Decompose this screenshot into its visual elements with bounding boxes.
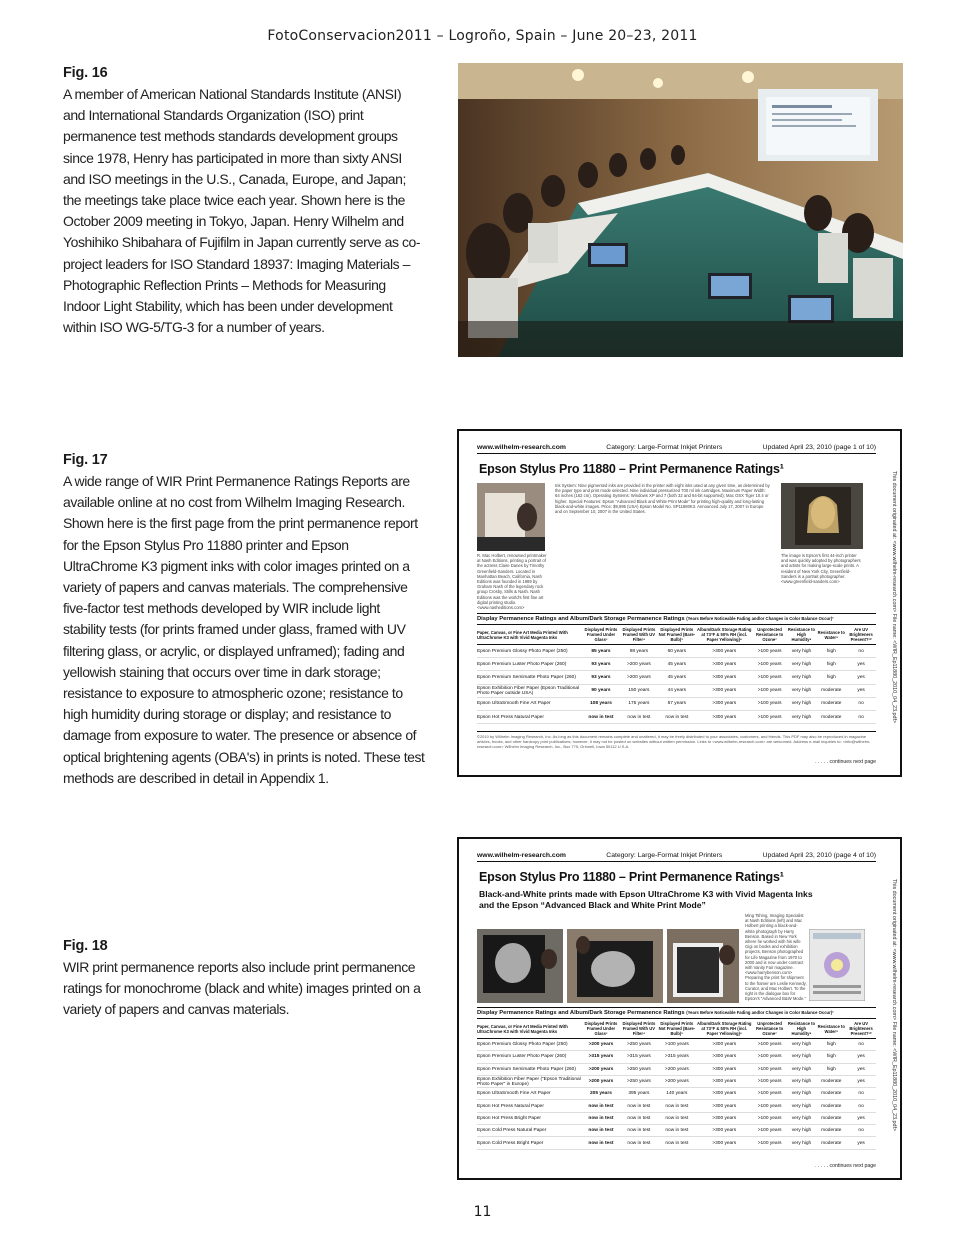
rating-cell: very high [791,1091,812,1097]
table-row [477,1051,876,1063]
rating-cell: high [826,1042,836,1048]
rating-cell: 45 years [667,661,687,667]
rating-cell: >100 years [757,1103,782,1109]
table-row [477,1064,876,1076]
rating-cell: yes [857,688,865,694]
rating-cell: >200 years [664,1079,689,1085]
paper-name-cell: Epson Exhibition Fiber Paper (Epson Traditional Photo Paper outside USA) [477,685,580,696]
rating-cell: very high [791,648,812,654]
rating-cell: moderate [821,688,842,694]
table-header-cell: Are UV Brighteners Present?¹⁰ [849,627,873,642]
rating-cell: >315 years [664,1054,689,1060]
paper-name-cell: Epson Hot Press Natural Paper [477,1103,544,1109]
rating-cell: now in test [665,1115,689,1121]
rating-cell: >250 years [626,1042,651,1048]
rating-cell: now in test [588,714,614,720]
rating-cell: 205 years [590,1091,612,1097]
rating-cell: moderate [821,714,842,720]
rating-cell: now in test [588,1140,614,1146]
running-head: FotoConservacion2011 – Logroño, Spain – June 20–23, 2011 [267,28,698,44]
rating-cell: now in test [665,1103,689,1109]
rating-cell: 44 years [667,688,687,694]
rating-cell: very high [791,714,812,720]
rating-cell: >300 years [712,1103,737,1109]
rating-cell: >200 years [588,1079,614,1085]
rating-cell: very high [791,701,812,707]
rating-cell: very high [791,1066,812,1072]
table-row [477,1088,876,1100]
paper-name-cell: Epson Premium Semimatte Photo Paper (260) [477,674,576,680]
paper-name-cell: Epson Premium Luster Photo Paper (260) [477,1054,567,1060]
paper-name-cell: Epson Premium Glossy Photo Paper (250) [477,648,568,654]
table-row [477,1113,876,1125]
table-row [477,711,876,724]
table-row [477,1100,876,1112]
fig17-caption-block [63,452,425,789]
table-row [477,698,876,711]
rating-cell: high [826,1054,836,1060]
rating-cell: moderate [821,1115,842,1121]
rating-cell: >300 years [712,1079,737,1085]
paper-name-cell: Epson Exhibition Fiber Paper (“Epson Traditional Photo Paper” in Europe) [477,1076,581,1087]
rating-cell: 395 years [628,1091,650,1097]
paper-name-cell: Epson UltraSmooth Fine Art Paper [477,701,551,707]
table-row [477,1039,876,1051]
table-header-cell: Paper, Canvas, or Fine Art Media Printed With UltraChrome K3 with Vivid Magenta Inks [477,629,568,640]
rating-cell: >100 years [757,714,782,720]
table-header-cell: Displayed Prints Framed With UV Filter⁴ [622,627,656,642]
rating-cell: very high [791,1128,812,1134]
rating-cell: now in test [627,714,651,720]
rating-cell: 60 years [667,648,687,654]
paper-name-cell: Epson Hot Press Natural Paper [477,714,544,720]
report2-bw-print-photo-2 [567,929,663,1003]
rating-cell: very high [791,1140,812,1146]
table-row [477,645,876,658]
paper-name-cell: Epson Premium Glossy Photo Paper (250) [477,1042,568,1048]
rating-cell: very high [791,1103,812,1109]
table-header-cell: Resistance to Water⁹ [817,629,845,640]
rating-cell: now in test [627,1140,651,1146]
report2-dialog-screenshot [809,929,865,1001]
rating-cell: very high [791,674,812,680]
report2-bw-print-photo-1 [477,929,563,1003]
rating-cell: very high [791,1042,812,1048]
report1-printer-photo [477,483,545,551]
rating-cell: no [858,1042,864,1048]
table-header-cell: Resistance to Water⁹ [817,1023,845,1034]
rating-cell: yes [857,674,865,680]
rating-cell: 98 years [629,648,649,654]
rating-cell: >100 years [757,1042,782,1048]
rating-cell: >100 years [757,1115,782,1121]
rating-cell: 57 years [667,701,687,707]
rating-cell: no [858,714,864,720]
page-number: 11 [473,1204,492,1220]
rating-cell: very high [791,1115,812,1121]
rating-cell: >200 years [588,1042,614,1048]
report-page-1 [457,429,902,777]
report2-table-title-main: Display Permanence Ratings and Album/Dark Storage Permanence Ratings [477,1010,685,1016]
rating-cell: no [858,701,864,707]
report1-table-title-main: Display Permanence Ratings and Album/Dark Storage Permanence Ratings [477,616,685,622]
report2-category: Category: Large-Format Inkjet Printers [606,852,723,859]
report2-table-title [477,1008,876,1019]
report1-copyright-footer: ©2010 by Wilhelm Imaging Research, Inc. As long as this document remains complete and unaltered, it may be freely distributed to your associates, customers, and friends. This PDF may also be reproduced in magazine articles, books, and other hardcopy print publications; however, it may not be posted on websites without written permission. Links to <www.wilhelm-research.com> are welcomed. Address e-mail inquiries to: <info@wilhelm-research.com> Wilhelm Imaging Research, Inc., Box 775, Grinnell, Iowa 50112 U.S.A. [477,731,876,749]
rating-cell: >100 years [757,1091,782,1097]
fig18-caption: WIR print permanence reports also include print permanence ratings for monochrome (black and white) images printed on a variety of papers and canvas materials. [63,959,421,1018]
report1-portrait-photo [781,483,863,549]
report1-header [477,444,876,454]
report1-body-center: Ink System: Nine pigmented inks are provided in the printer with eight inks used at any given time, as determined by the paper type and print mode selected. Nine individual pressurized 700 ml ink cartridges. Maximum Paper Width: 64 inches (162 cm). Operating Systems: Windows XP and 7 (both 32 and 64-bit supported); Mac OSX Tiger 10.4 or higher. Special Features: Epson “Advanced Black and White Print Mode” for printing high-quality and long-lasting black-and-white images. Price: $9,995 (USA) Epson Model No. SP11880K3. Announced July 17, 2007 in Europe and on September 10, 2007 in the United States. [555,483,770,515]
report1-table-body [477,645,876,724]
rating-cell: 150 years [628,688,650,694]
table-header-cell: Displayed Prints Framed Under Glass³ [584,627,618,642]
table-header-cell: Unprotected Resistance to Ozone⁷ [756,627,784,642]
rating-cell: >100 years [757,648,782,654]
rating-cell: >200 years [588,1066,614,1072]
table-header-cell: Album/Dark Storage Rating at 73°F & 50% RH (incl. Paper Yellowing)⁶ [697,627,752,642]
rating-cell: no [858,648,864,654]
rating-cell: moderate [821,1128,842,1134]
fig18-title: Fig. 18 [63,938,108,954]
rating-cell: >315 years [588,1054,614,1060]
paper-name-cell: Epson Cold Press Bright Paper [477,1140,544,1146]
table-header-cell: Are UV Brighteners Present?¹⁰ [849,1021,873,1036]
rating-cell: >100 years [757,1128,782,1134]
report1-body-left: R. Mac Holbert, renowned printmaker at Nash Editions, printing a portrait of the actress Claire Danes by Timothy Greenfield-Sanders. Located in Manhattan Beach, California, Nash Editions was founded in 1989 by Graham Nash of the legendary rock group Crosby, Stills & Nash. Nash Editions was the world's first fine art digital printing studio. <www.nasheditions.com> [477,553,547,611]
rating-cell: 175 years [628,701,650,707]
rating-cell: >100 years [757,701,782,707]
paper-name-cell: Epson Cold Press Natural Paper [477,1128,547,1134]
report1-category: Category: Large-Format Inkjet Printers [606,444,723,451]
report2-header [477,852,876,862]
rating-cell: 140 years [666,1091,688,1097]
report1-table-header [477,625,876,645]
rating-cell: >100 years [757,1140,782,1146]
rating-cell: >300 years [712,714,737,720]
report2-continues-note: . . . . . continues next page [815,1163,876,1169]
report2-ratings-table [477,1007,876,1150]
rating-cell: 90 years [591,688,611,694]
fig16-caption-block [63,65,425,338]
report1-table-title [477,614,876,625]
table-header-cell: Unprotected Resistance to Ozone⁷ [756,1021,784,1036]
rating-cell: high [826,661,836,667]
report1-continues-note: . . . . . continues next page [815,759,876,765]
rating-cell: no [858,1091,864,1097]
report2-bw-print-photo-3 [667,929,739,1003]
rating-cell: >100 years [757,1079,782,1085]
table-header-cell: Paper, Canvas, or Fine Art Media Printed With UltraChrome K3 with Vivid Magenta Inks [477,1023,568,1034]
rating-cell: moderate [821,1079,842,1085]
rating-cell: 93 years [591,674,611,680]
fig17-title: Fig. 17 [63,452,108,468]
rating-cell: >300 years [712,648,737,654]
rating-cell: now in test [627,1103,651,1109]
table-header-cell: Displayed Prints Not Framed (Bare-Bulb)⁵ [658,627,696,642]
table-row [477,671,876,684]
rating-cell: high [826,1066,836,1072]
table-header-cell: Displayed Prints Framed With UV Filter⁴ [622,1021,656,1036]
rating-cell: very high [791,688,812,694]
report2-subtitle: Black-and-White prints made with Epson UltraChrome K3 with Vivid Magenta Inks and the Epson “Advanced Black and White Print Mode” [479,889,813,910]
rating-cell: >100 years [757,688,782,694]
rating-cell: 85 years [591,648,611,654]
rating-cell: >300 years [712,1115,737,1121]
paper-name-cell: Epson Premium Semimatte Photo Paper (260) [477,1066,576,1072]
report2-updated: Updated April 23, 2010 (page 4 of 10) [762,852,876,859]
rating-cell: very high [791,661,812,667]
rating-cell: moderate [821,1091,842,1097]
rating-cell: >200 years [664,1066,689,1072]
rating-cell: >300 years [712,1128,737,1134]
rating-cell: yes [857,1115,865,1121]
rating-cell: yes [857,1140,865,1146]
rating-cell: 93 years [591,661,611,667]
table-row [477,1076,876,1088]
rating-cell: now in test [588,1115,614,1121]
rating-cell: yes [857,661,865,667]
rating-cell: >300 years [712,661,737,667]
table-header-cell: Resistance to High Humidity⁸ [787,627,816,642]
rating-cell: 45 years [667,674,687,680]
rating-cell: >200 years [626,661,651,667]
rating-cell: yes [857,1066,865,1072]
report1-ratings-table [477,613,876,724]
rating-cell: >300 years [712,701,737,707]
rating-cell: >300 years [712,688,737,694]
rating-cell: >200 years [626,674,651,680]
rating-cell: very high [791,1079,812,1085]
report1-body-right: The image is Epson's first 44-inch printer and was quickly adopted by photographers and artists for making large-scale prints. A resident of New York City, Greenfield-Sanders is a portrait photographer. <www.greenfield-sanders.com> [781,553,861,585]
report2-side-note: This document originated at: <www.wilhelm-research.com> File name: <WIR_Ep11880_2010_04_23.pdf> [891,879,897,1132]
rating-cell: now in test [665,714,689,720]
rating-cell: high [826,648,836,654]
rating-cell: >100 years [757,1054,782,1060]
rating-cell: >300 years [712,1054,737,1060]
rating-cell: moderate [821,1103,842,1109]
table-row [477,1137,876,1149]
paper-name-cell: Epson Hot Press Bright Paper [477,1115,541,1121]
report2-title: Epson Stylus Pro 11880 – Print Permanence Ratings¹ [479,870,784,884]
table-header-cell: Album/Dark Storage Rating at 73°F & 50% RH (incl. Paper Yellowing)⁶ [697,1021,752,1036]
table-header-cell: Displayed Prints Framed Under Glass³ [584,1021,618,1036]
rating-cell: no [858,1103,864,1109]
rating-cell: >100 years [757,1066,782,1072]
rating-cell: now in test [665,1128,689,1134]
rating-cell: >300 years [712,1042,737,1048]
report1-site-link: www.wilhelm-research.com [477,444,566,451]
rating-cell: 108 years [590,701,612,707]
rating-cell: yes [857,1054,865,1060]
iso-meeting-photo [458,63,903,357]
paper-name-cell: Epson UltraSmooth Fine Art Paper [477,1091,551,1097]
report1-title: Epson Stylus Pro 11880 – Print Permanence Ratings¹ [479,462,784,476]
report1-side-note: This document originated at: <www.wilhelm-research.com> File name: <WIR_Ep11880_2010_04_23.pdf> [891,471,897,724]
table-row [477,685,876,698]
iso-meeting-illustration [458,63,903,357]
paper-name-cell: Epson Premium Luster Photo Paper (260) [477,661,567,667]
rating-cell: >100 years [757,674,782,680]
rating-cell: >300 years [712,674,737,680]
rating-cell: >300 years [712,1066,737,1072]
report1-updated: Updated April 23, 2010 (page 1 of 10) [762,444,876,451]
rating-cell: >250 years [626,1066,651,1072]
report2-site-link: www.wilhelm-research.com [477,852,566,859]
rating-cell: >300 years [712,1091,737,1097]
rating-cell: now in test [588,1128,614,1134]
fig17-caption: A wide range of WIR Print Permanence Ratings Reports are available online at no cost from Wilhelm Imaging Research. Shown here is the first page from the print permanence report for the Epson Stylus Pro 11880 printer and Epson UltraChrome K3 pigment inks with color images printed on a variety of papers and canvas materials. The comprehensive five-factor test methods developed by WIR include light stability tests (for prints framed under glass, framed with UV filtering glass, or acrylic, or displayed unframed); fading and yellowish staining that occurs over time in dark storage; resistance to exposure to atmospheric ozone; resistance to high humidity during storage or display; and resistance to damage from exposure to water. The presence or absence of optical brightening agents (OBA's) in prints is noted. These test methods are described in detail in Appendix 1. [63,473,425,786]
report2-table-body [477,1039,876,1150]
report-page-4 [457,837,902,1180]
fig16-caption: A member of American National Standards Institute (ANSI) and International Standards Organization (ISO) print permanence test methods standards development groups since 1978, Henry has participated in more than sixty ANSI and ISO meetings in the U.S., Canada, Europe, and Japan; the meetings take place twice each year. Shown here is the October 2009 meeting in Tokyo, Japan. Henry Wilhelm and Yoshihiko Shibahara of Fujifilm in Japan currently serve as co-project leaders for ISO Standard 18937: Imaging Materials – Photographic Reflection Prints – Methods for Measuring Indoor Light Stability, which has been under development within ISO WG-5/TG-3 for a number of years. [63,86,421,336]
rating-cell: >300 years [712,1140,737,1146]
rating-cell: moderate [821,1140,842,1146]
report1-table-title-note: (Years Before Noticeable Fading and/or Changes in Color Balance Occur)² [686,616,834,621]
report2-body-right: Ming Tshing, Imaging Specialist at Nash Editions (left) and Mac Holbert printing a black-and-white photograph by Harry Benson. Based in New York where he worked with his wife Gigi on books and exhibition projects, Benson photographed for Life Magazine from 1970 to 2000 and is now under contract with Vanity Fair magazine. <www.harrybenson.com> Preparing the print for shipment to the framer are Leslie Kennedy, Curator, and Mac Holbert. To the right is the dialogue box for Epson's “Advanced B&W Mode.” [745,913,807,1002]
report2-table-header [477,1019,876,1039]
fig16-title: Fig. 16 [63,65,108,81]
rating-cell: yes [857,1079,865,1085]
rating-cell: high [826,674,836,680]
table-header-cell: Displayed Prints Not Framed (Bare-Bulb)⁵ [658,1021,696,1036]
rating-cell: now in test [665,1140,689,1146]
rating-cell: now in test [627,1115,651,1121]
rating-cell: very high [791,1054,812,1060]
rating-cell: now in test [627,1128,651,1134]
table-row [477,1125,876,1137]
table-row [477,658,876,671]
table-header-cell: Resistance to High Humidity⁸ [787,1021,816,1036]
rating-cell: >315 years [626,1054,651,1060]
rating-cell: >250 years [626,1079,651,1085]
rating-cell: >100 years [757,661,782,667]
rating-cell: now in test [588,1103,614,1109]
fig18-caption-block [63,938,425,1021]
rating-cell: moderate [821,701,842,707]
rating-cell: >100 years [664,1042,689,1048]
report2-table-title-note: (Years Before Noticeable Fading and/or Changes in Color Balance Occur)² [686,1010,834,1015]
rating-cell: no [858,1128,864,1134]
